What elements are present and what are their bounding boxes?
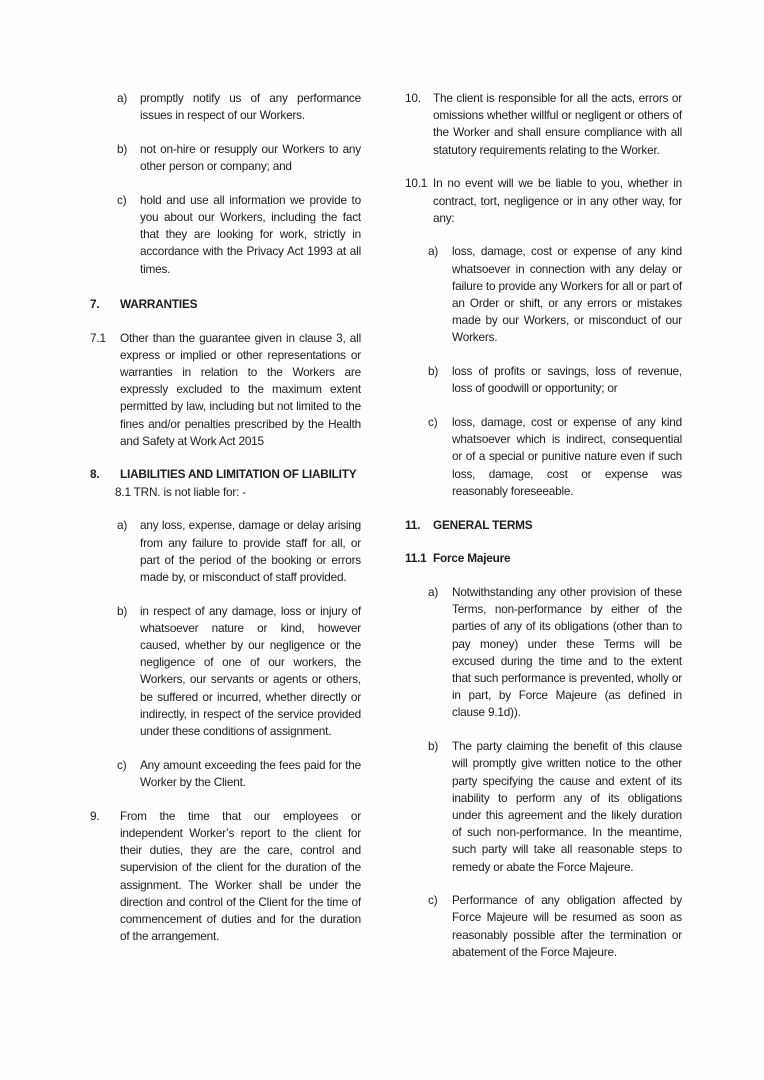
list-item-label: a) [117,518,128,533]
clause-text: In no event will we be liable to you, whether in contract, tort, negligence or in any other way, for any: [433,176,682,225]
list-item-text: in respect of any damage, loss or injury of whatsoever nature or kind, however caused, whether by our negligence or the negligence of one of our workers, the Workers, our servants or agents or others, be suffered or incurred, whether directly or indirectly, in respect of the service provided under these conditions of assignment. [140,603,361,739]
list-item-text: promptly notify us of any performance issues in respect of our Workers. [140,91,361,123]
clause-number: 10.1 [405,176,428,191]
subsection-heading-force-majeure [405,550,682,567]
clause-8-item-a [117,517,361,586]
clause-title: Force Majeure [433,551,511,566]
section-title: GENERAL TERMS [433,517,533,532]
list-item-label: c) [428,415,438,430]
list-item-text: loss, damage, cost or expense of any kind whatsoever which is indirect, consequential or of a special or punitive nature even if such loss, damage, cost or expense was reasonably foreseeable. [452,415,682,498]
list-item-a [117,90,361,124]
list-item-text: any loss, expense, damage or delay arising from any failure to provide staff for all, or part of the period of the booking or errors made by, or misconduct of staff provided. [140,518,361,584]
clause-text: The client is responsible for all the acts, errors or omissions whether willful or negligent or others of the Worker and shall ensure compliance with all statutory requirements relating to the Worker. [433,91,682,157]
list-item-text: hold and use all information we provide to you about our Workers, including the fact that they are looking for work, strictly in accordance with the Privacy Act 1993 at all times. [140,192,361,276]
clause-11-item-a [428,584,682,722]
list-item-text: Performance of any obligation affected by Force Majeure will be resumed as soon as reasonably possible after the termination or abatement of the Force Majeure. [452,893,682,959]
list-item-text: Any amount exceeding the fees paid for the Worker by the Client. [140,757,361,789]
section-title: LIABILITIES AND LIMITATION OF LIABILITY [120,467,357,482]
section-number: 7. [90,296,100,311]
clause-text: Other than the guarantee given in clause 3, all express or implied or other representations or warranties in relation to the Workers are expressly excluded to the maximum extent permitted by law, including but not limited to the fines and/or penalties prescribed by the Health and Safety at Work Act 2015 [120,330,361,448]
list-item-label: b) [428,739,439,754]
clause-10-item-a [428,243,682,346]
list-item-label: b) [428,364,439,379]
list-item-text: Notwithstanding any other provision of these Terms, non-performance by either of the parties of any of its obligations (other than to pay money) under these Terms will be excused during the time and to the extent that such performance is prevented, wholly or in part, by Force Majeure (as defined in clause 9.1d)). [452,584,682,720]
clause-10-1 [405,175,682,227]
section-number: 11. [405,517,421,532]
list-item-label: c) [117,192,127,207]
list-item-c [117,192,361,278]
list-item-b [117,141,361,175]
clause-11-item-c [428,892,682,961]
clause-7-1 [90,330,361,450]
left-column [90,90,361,962]
clause-8-item-c [117,757,361,791]
list-item-label: c) [117,757,127,772]
list-item-label: a) [428,244,439,259]
list-item-text: loss, damage, cost or expense of any kind whatsoever in connection with any delay or failure to provide any Workers for all or part of an Order or shift, or any errors or mistakes made by our Workers, or misconduct of our Workers. [452,244,682,345]
list-item-text: loss of profits or savings, loss of revenue, loss of goodwill or opportunity; or [452,364,682,396]
clause-number: 10. [405,91,421,105]
clause-number: 7.1 [90,330,106,345]
section-title: WARRANTIES [120,296,198,311]
clause-number: 11.1 [405,551,427,566]
section-heading-warranties [90,296,361,313]
clause-10-item-b [428,363,682,397]
section-heading-general-terms [405,517,682,534]
clause-text: From the time that our employees or independent Worker’s report to the client for their duties, they are the care, control and supervision of the client for the duration of the assignment. The Worker shall be under the direction and control of the Client for the time of commencement of duties and for the duration of the arrangement. [120,808,361,944]
section-heading-liabilities [90,466,361,483]
list-item-label: b) [117,141,128,156]
clause-number: 9. [90,808,100,823]
clause-10-item-c [428,414,682,500]
list-item-label: a) [117,91,128,105]
list-item-label: c) [428,893,438,908]
clause-9 [90,808,361,946]
list-item-label: a) [428,584,439,599]
right-column [405,90,682,978]
list-item-text: The party claiming the benefit of this clause will promptly give written notice to the other party specifying the cause and extent of its inability to perform any of its obligations under this agreement and the likely duration of such non-performance. In the meantime, such party will take all reasonable steps to remedy or abate the Force Majeure. [452,739,682,874]
section-number: 8. [90,467,100,482]
clause-10 [405,90,682,159]
list-item-label: b) [117,603,128,618]
clause-8-1: 8.1 TRN. is not liable for: - [115,484,247,499]
clause-8-item-b [117,603,361,741]
clause-11-item-b [428,738,682,876]
list-item-text: not on-hire or resupply our Workers to any other person or company; and [140,141,361,174]
